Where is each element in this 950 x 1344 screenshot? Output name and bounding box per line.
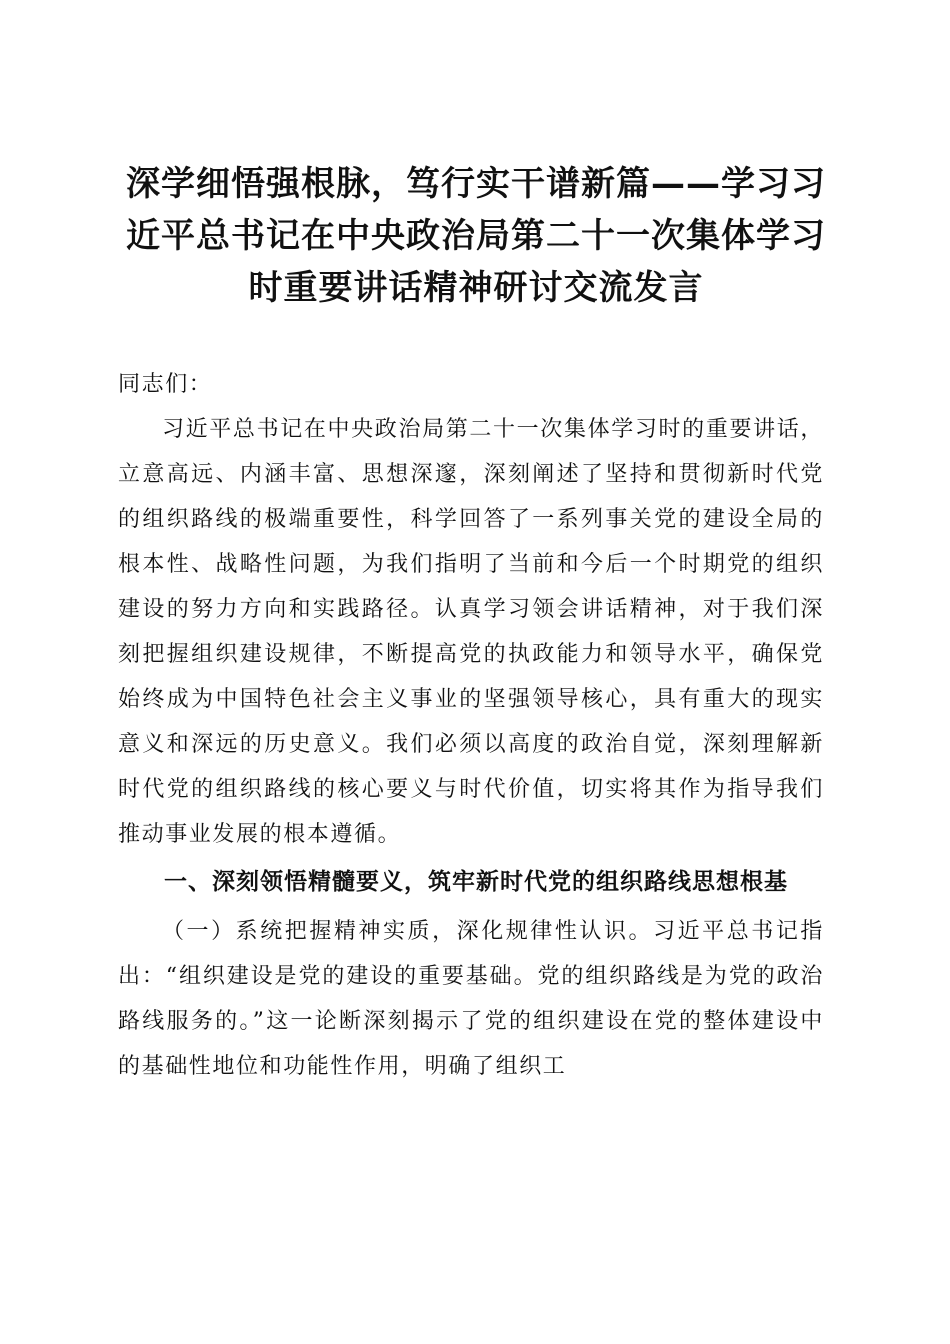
- intro-paragraph: 习近平总书记在中央政治局第二十一次集体学习时的重要讲话，立意高远、内涵丰富、思想深邃，深刻阐述了坚持和贯彻新时代党的组织路线的极端重要性，科学回答了一系列事关党的建设全局的根本性、战略性问题，为我们指明了当前和今后一个时期党的组织建设的努力方向和实践路径。认真学习领会讲话精神，对于我们深刻把握组织建设规律，不断提高党的执政能力和领导水平，确保党始终成为中国特色社会主义事业的坚强领导核心，具有重大的现实意义和深远的历史意义。我们必须以高度的政治自觉，深刻理解新时代党的组织路线的核心要义与时代价值，切实将其作为指导我们推动事业发展的根本遵循。: [118, 417, 824, 847]
- document-title: 深学细悟强根脉，笃行实干谱新篇——学习习近平总书记在中央政治局第二十一次集体学习时重要讲话精神研讨交流发言: [126, 164, 826, 308]
- document-body: [118, 362, 824, 1089]
- section-heading-1: 一、深刻领悟精髓要义，筑牢新时代党的组织路线思想根基: [164, 869, 788, 895]
- salutation: 同志们：: [118, 372, 213, 397]
- section-1-subparagraph-1: （一）系统把握精神实质，深化规律性认识。习近平总书记指出：“组织建设是党的建设的重要基础。党的组织路线是为党的政治路线服务的。”这一论断深刻揭示了党的组织建设在党的整体建设中的基础性地位和功能性作用，明确了组织工: [118, 919, 824, 1079]
